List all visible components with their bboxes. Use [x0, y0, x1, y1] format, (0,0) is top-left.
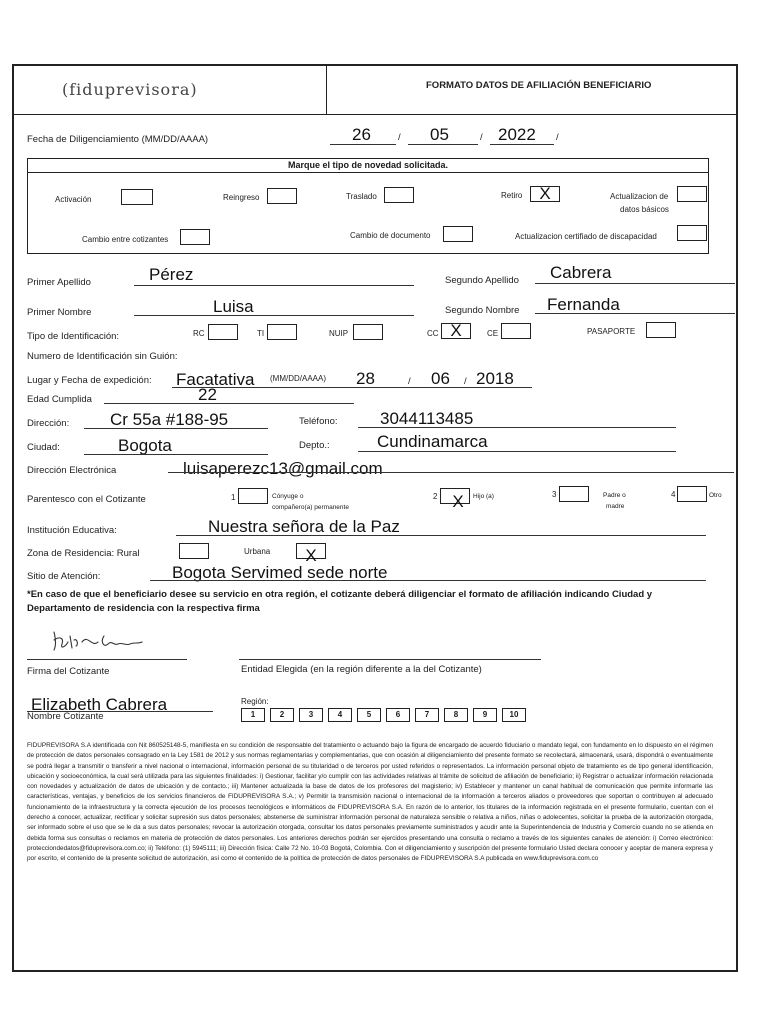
direccion-label: Dirección:: [27, 418, 70, 429]
nombre-cotizante-label: Nombre Cotizante: [27, 711, 104, 722]
retiro-label: Retiro: [501, 191, 523, 200]
expedicion-label: Lugar y Fecha de expedición:: [27, 375, 152, 386]
region-cell[interactable]: 5: [357, 708, 381, 722]
expedicion-slash-2: /: [464, 376, 467, 387]
cambio-documento-label: Cambio de documento: [350, 231, 431, 240]
hijo-label: Hijo (a): [473, 493, 494, 500]
ciudad-line: [84, 454, 268, 455]
primer-apellido-line: [134, 285, 414, 286]
expedicion-slash-1: /: [408, 376, 411, 387]
cambio-documento-checkbox[interactable]: [443, 226, 473, 242]
urbana-label: Urbana: [244, 547, 271, 556]
expedicion-line: [172, 387, 532, 388]
ti-label: TI: [257, 329, 265, 338]
header-divider: [12, 114, 738, 115]
novedad-heading: Marque el tipo de novedad solicitada.: [27, 158, 709, 173]
padre-checkbox[interactable]: [559, 486, 589, 502]
sitio-line: [150, 580, 706, 581]
urbana-mark: X: [305, 546, 317, 565]
rc-checkbox[interactable]: [208, 324, 238, 340]
conyuge-checkbox[interactable]: [238, 488, 268, 504]
otra-region-note: *En caso de que el beneficiario desee su servicio en otra región, el cotizante deberá diligenciar el formato de afiliación indicando Ciudad y Departamento de residencia con la respectiva firma: [27, 589, 653, 614]
ce-checkbox[interactable]: [501, 323, 531, 339]
cambio-cotizantes-label: Cambio entre cotizantes: [82, 235, 169, 244]
traslado-label: Traslado: [346, 192, 377, 201]
region-cell[interactable]: 9: [473, 708, 497, 722]
region-cell[interactable]: 8: [444, 708, 468, 722]
fecha-day-line: [408, 144, 478, 145]
form-title: FORMATO DATOS DE AFILIACIÓN BENEFICIARIO: [426, 80, 652, 91]
telefono-label: Teléfono:: [299, 416, 338, 427]
expedicion-format: (MM/DD/AAAA): [270, 374, 326, 383]
activacion-label: Activación: [55, 195, 92, 204]
pasaporte-checkbox[interactable]: [646, 322, 676, 338]
expedicion-year[interactable]: 2018: [476, 369, 514, 388]
parentesco-num-3: 3: [552, 490, 557, 499]
firma-line: [27, 659, 187, 660]
zona-label: Zona de Residencia: Rural: [27, 548, 140, 559]
depto-value[interactable]: Cundinamarca: [377, 432, 488, 451]
depto-label: Depto.:: [299, 440, 330, 451]
region-cell[interactable]: 10: [502, 708, 526, 722]
reingreso-label: Reingreso: [223, 193, 260, 202]
cotizante-signature: [48, 628, 148, 654]
institucion-line: [176, 535, 706, 536]
entidad-label: Entidad Elegida (en la región diferente a la del Cotizante): [241, 664, 482, 675]
segundo-apellido-line: [535, 283, 735, 284]
actualizacion-label: Actualizacion de: [610, 192, 669, 201]
firma-label: Firma del Cotizante: [27, 666, 110, 677]
segundo-nombre-line: [535, 313, 735, 314]
fecha-slash-2: /: [480, 132, 483, 143]
region-cell[interactable]: 6: [386, 708, 410, 722]
edad-line: [104, 403, 354, 404]
ce-label: CE: [487, 329, 499, 338]
conyuge-label: Cónyuge o: [272, 493, 304, 500]
direccion-value[interactable]: Cr 55a #188-95: [110, 410, 229, 429]
cc-mark: X: [450, 321, 462, 340]
primer-apellido-value[interactable]: Pérez: [149, 265, 194, 284]
privacy-legal-text: FIDUPREVISORA S.A identificada con Nit 860525148-5, manifiesta en su condición de responsable del tratamiento o actuando bajo la figura de encargado de acuerdo fiduciario o mandato legal, con fundamento en lo dispuesto en el régimen de protección de datos personales consagrado en la Ley 1581 de 2012 y sus normas reglamentarias y complementarias, que con ocasión al diligenciamiento del presente formato se recolectará, almacenará, usará, dispondrá o eventualmente se podrá llegar a transmitir o transferir a nivel nacional o internacional, información personal de su titularidad o de terceros por usted referidos o representados. La información personal objeto de tratamiento es de tipo general identificación, ubicación y socioeconómica, la cual será utilizada para las siguientes finalidades: i) Gestionar, facilitar y/o cumplir con las actividades relativas al trámite de solicitud de afiliación de beneficiario; ii) Registrar o actualizar información relacionada con novedades y actualización de datos de ubicación y de contacto.; iii) Mantener actualizada la base de datos de los profesores del magisterio; iv) Establecer y mantener un canal habitual de comunicación que permite informarle las características, ventajas, y beneficios de los servicios financieros de FIDUPREVISORA S.A.; v) Permitir la transmisión nacional o internacional de la información a terceros aliados o proveedores que soportan o contribuyen al adecuado funcionamiento de la infraestructura y la correcta ejecución de los procesos tecnológicos e informáticos de FIDUPREVISORA S.A. En razón de lo anterior, los titulares de la información registrada en el presente formulario, cuentan con el derecho a conocer, actualizar, rectificar y solicitar supresión sus datos personales; abstenerse de suministrar información personal de naturaleza sensible o relativa a niños, niñas o adolecentes, solicitar la prueba de la autorización otorgada, ser informado sobre el uso que se le da a sus datos personales; revocar la autorización otorgada, consultar los datos personales previamente suministrados y acudir ante la Superintendencia de Industria y Comercio cuando no se atienda en debida forma sus consultas o reclamos en materia de protección de datos personales. Los anteriores derechos podrán ser ejercidos presentando una consulta o reclamo a través de los siguientes canales de atención: i) Correo electrónico: protecciondedatos@fiduprevisora.com.co; ii) Teléfono: (1) 5945111; iii) Dirección física: Calle 72 No. 10-03 Bogotá, Colombia. Con el diligenciamiento y suscripción del presente formulario Usted declara conocer y aceptar de manera expresa y por escrito, el contenido de la presente solicitud de autorización, así como el contenido de la política de protección de datos personales de FIDUPREVISORA S.A publicada en www.fiduprevisora.com.co: [27, 742, 713, 863]
email-label: Dirección Electrónica: [27, 465, 117, 476]
segundo-apellido-value[interactable]: Cabrera: [550, 263, 612, 282]
fecha-day[interactable]: 05: [430, 125, 449, 144]
primer-nombre-value[interactable]: Luisa: [213, 297, 254, 316]
nuip-label: NUIP: [329, 329, 349, 338]
parentesco-num-1: 1: [231, 493, 236, 502]
ciudad-label: Ciudad:: [27, 442, 60, 453]
pasaporte-label: PASAPORTE: [587, 327, 636, 336]
activacion-checkbox[interactable]: [121, 189, 153, 205]
cambio-cotizantes-checkbox[interactable]: [180, 229, 210, 245]
edad-value[interactable]: 22: [198, 385, 217, 404]
fecha-month[interactable]: 26: [352, 125, 371, 144]
fecha-year-line: [490, 144, 554, 145]
parentesco-num-4: 4: [671, 490, 676, 499]
fecha-slash-1: /: [398, 132, 401, 143]
fecha-year[interactable]: 2022: [498, 125, 536, 144]
region-cell[interactable]: 4: [328, 708, 352, 722]
fecha-slash-3: /: [556, 132, 559, 143]
region-cell[interactable]: 1: [241, 708, 265, 722]
telefono-value[interactable]: 3044113485: [380, 409, 474, 428]
direccion-line: [84, 428, 268, 429]
email-line: [168, 472, 734, 473]
certificado-checkbox[interactable]: [677, 225, 707, 241]
segundo-apellido-label: Segundo Apellido: [445, 275, 519, 286]
retiro-mark: X: [539, 184, 551, 203]
traslado-checkbox[interactable]: [384, 187, 414, 203]
primer-apellido-label: Primer Apellido: [27, 277, 91, 288]
nombre-cotizante-value[interactable]: Elizabeth Cabrera: [31, 695, 168, 714]
fecha-label: Fecha de Diligenciamiento (MM/DD/AAAA): [27, 134, 209, 145]
reingreso-checkbox[interactable]: [267, 188, 297, 204]
primer-nombre-label: Primer Nombre: [27, 307, 92, 318]
nuip-checkbox[interactable]: [353, 324, 383, 340]
parentesco-num-2: 2: [433, 492, 438, 501]
expedicion-month[interactable]: 28: [356, 369, 375, 388]
expedicion-day[interactable]: 06: [431, 369, 450, 388]
padre-label-2: madre: [606, 503, 625, 510]
certificado-label: Actualizacion certifiado de discapacidad: [515, 232, 657, 241]
otro-label: Otro: [709, 492, 722, 499]
expedicion-lugar[interactable]: Facatativa: [176, 370, 255, 389]
sitio-value[interactable]: Bogota Servimed sede norte: [172, 563, 388, 582]
header-separator: [326, 64, 327, 114]
segundo-nombre-value[interactable]: Fernanda: [547, 295, 620, 314]
parentesco-label: Parentesco con el Cotizante: [27, 494, 146, 505]
hijo-mark: X: [452, 492, 464, 511]
cc-label: CC: [427, 329, 439, 338]
actualizacion-label-2: datos básicos: [620, 205, 669, 214]
institucion-value[interactable]: Nuestra señora de la Paz: [208, 517, 400, 536]
edad-label: Edad Cumplida: [27, 394, 92, 405]
conyuge-label-2: compañero(a) permanente: [272, 504, 349, 511]
sitio-label: Sitio de Atención:: [27, 571, 101, 582]
otro-checkbox[interactable]: [677, 486, 707, 502]
rc-label: RC: [193, 329, 205, 338]
segundo-nombre-label: Segundo Nombre: [445, 305, 520, 316]
actualizacion-checkbox[interactable]: [677, 186, 707, 202]
ti-checkbox[interactable]: [267, 324, 297, 340]
depto-line: [358, 451, 676, 452]
rural-checkbox[interactable]: [179, 543, 209, 559]
region-label: Región:: [241, 697, 269, 706]
tipo-id-label: Tipo de Identificación:: [27, 331, 120, 342]
fiduprevisora-logo: (fiduprevisora): [62, 80, 198, 99]
entidad-line: [239, 659, 541, 660]
padre-label: Padre o: [603, 492, 626, 499]
region-cell[interactable]: 3: [299, 708, 323, 722]
region-cell[interactable]: 2: [270, 708, 294, 722]
primer-nombre-line: [134, 315, 414, 316]
email-value[interactable]: luisaperezc13@gmail.com: [183, 459, 383, 478]
telefono-line: [358, 427, 676, 428]
fecha-month-line: [330, 144, 396, 145]
ciudad-value[interactable]: Bogota: [118, 436, 172, 455]
region-cell[interactable]: 7: [415, 708, 439, 722]
institucion-label: Institución Educativa:: [27, 525, 117, 536]
numero-id-label: Numero de Identificación sin Guión:: [27, 351, 178, 362]
